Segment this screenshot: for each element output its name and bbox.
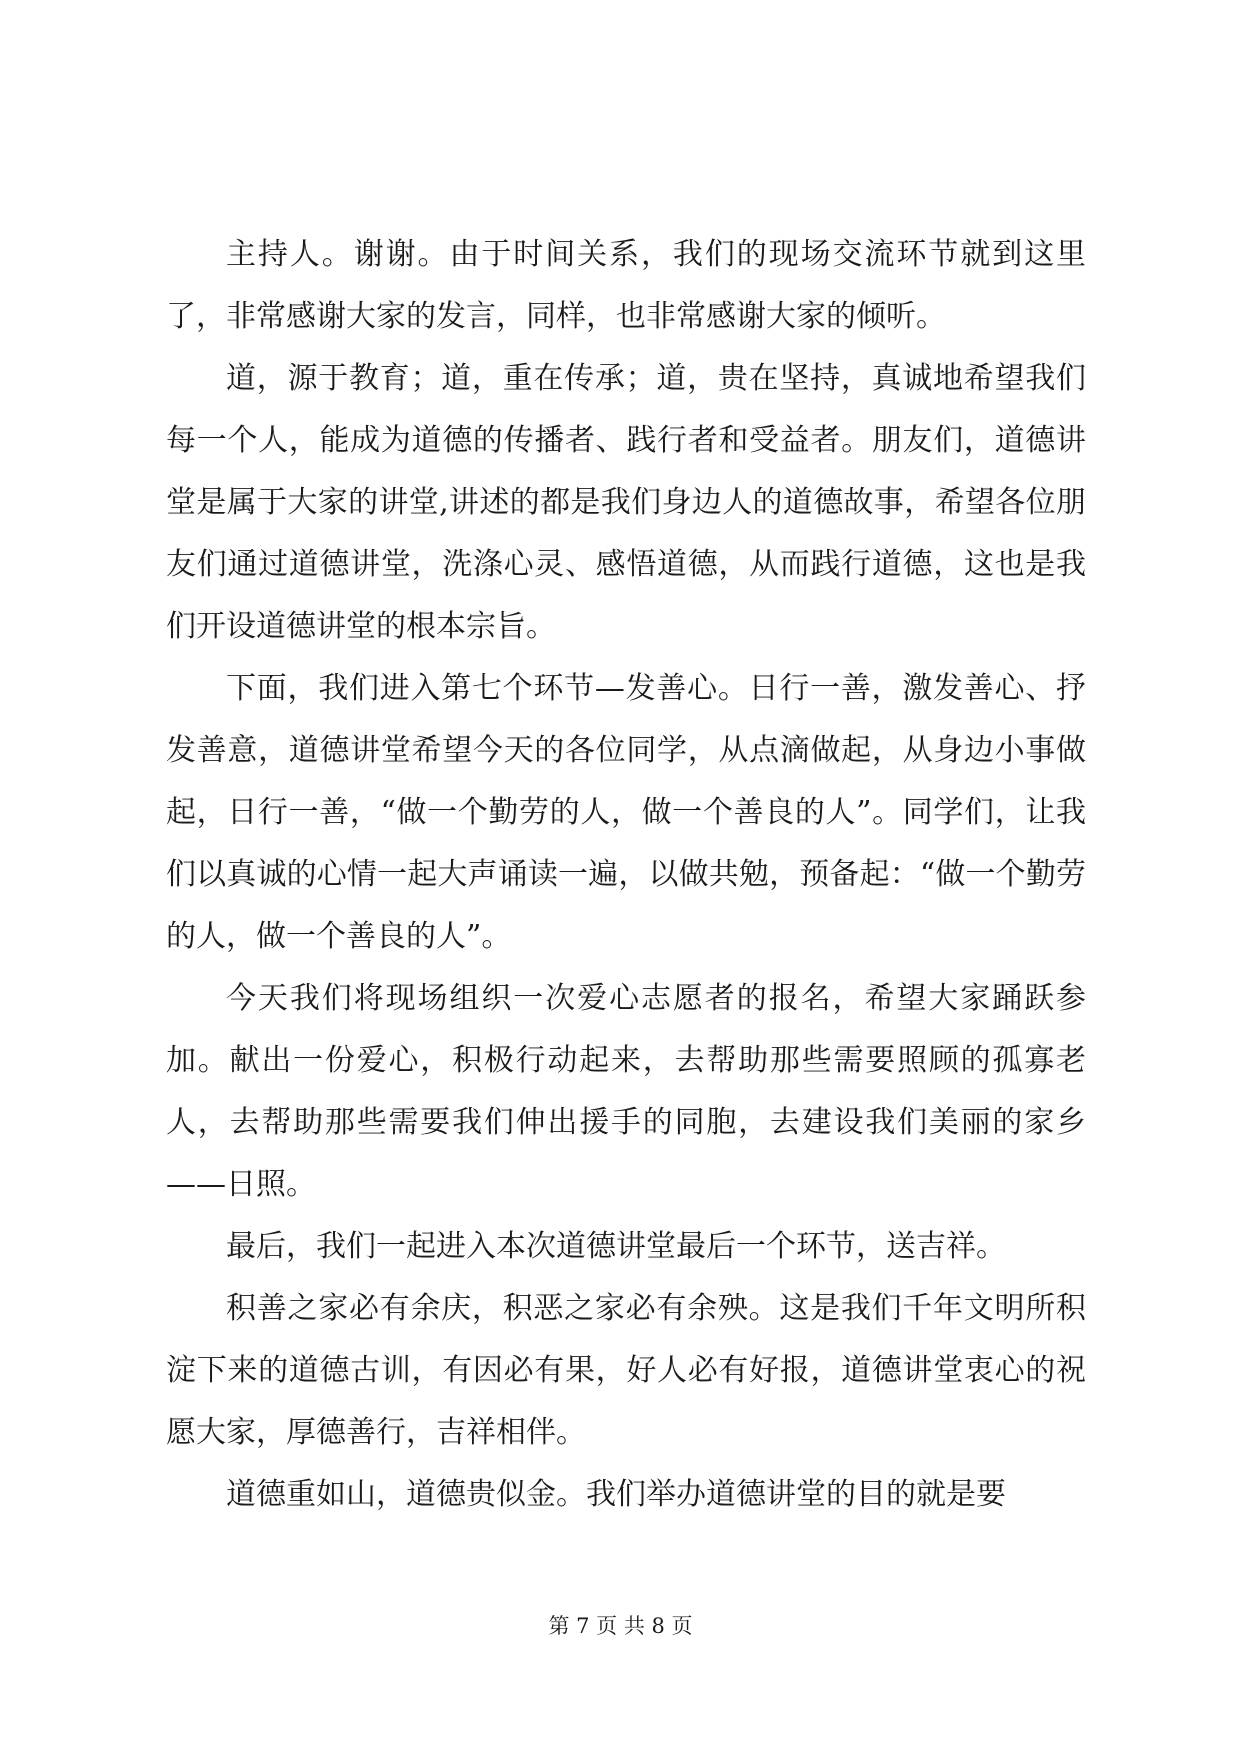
paragraph-7: 道德重如山，道德贵似金。我们举办道德讲堂的目的就是要 (226, 1477, 1006, 1512)
paragraph-3: 下面，我们进入第七个环节—发善心。日行一善，激发善心、抒发善意，道德讲堂希望今天的各位同学，从点滴做起，从身边小事做起，日行一善，“做一个勤劳的人，做一个善良的人”。同学们，让我们以真诚的心情一起大声诵读一遍，以做共勉，预备起：“做一个勤劳的人，做一个善良的人”。 (166, 671, 1086, 954)
paragraph-6: 积善之家必有余庆，积恶之家必有余殃。这是我们千年文明所积淀下来的道德古训，有因必有果，好人必有好报，道德讲堂衷心的祝愿大家，厚德善行，吉祥相伴。 (166, 1291, 1086, 1450)
paragraph-1: 主持人。谢谢。由于时间关系，我们的现场交流环节就到这里了，非常感谢大家的发言，同样，也非常感谢大家的倾听。 (166, 237, 1086, 334)
document-body (166, 224, 1086, 1526)
paragraph-4: 今天我们将现场组织一次爱心志愿者的报名，希望大家踊跃参加。献出一份爱心，积极行动起来，去帮助那些需要照顾的孤寡老人，去帮助那些需要我们伸出援手的同胞，去建设我们美丽的家乡——日照。 (166, 981, 1086, 1202)
paragraph-2: 道，源于教育；道，重在传承；道，贵在坚持，真诚地希望我们每一个人，能成为道德的传播者、践行者和受益者。朋友们，道德讲堂是属于大家的讲堂,讲述的都是我们身边人的道德故事，希望各位朋友们通过道德讲堂，洗涤心灵、感悟道德，从而践行道德，这也是我们开设道德讲堂的根本宗旨。 (166, 361, 1086, 644)
page-footer: 第 7 页 共 8 页 (548, 1614, 693, 1638)
paragraph-5: 最后，我们一起进入本次道德讲堂最后一个环节，送吉祥。 (226, 1229, 1006, 1264)
